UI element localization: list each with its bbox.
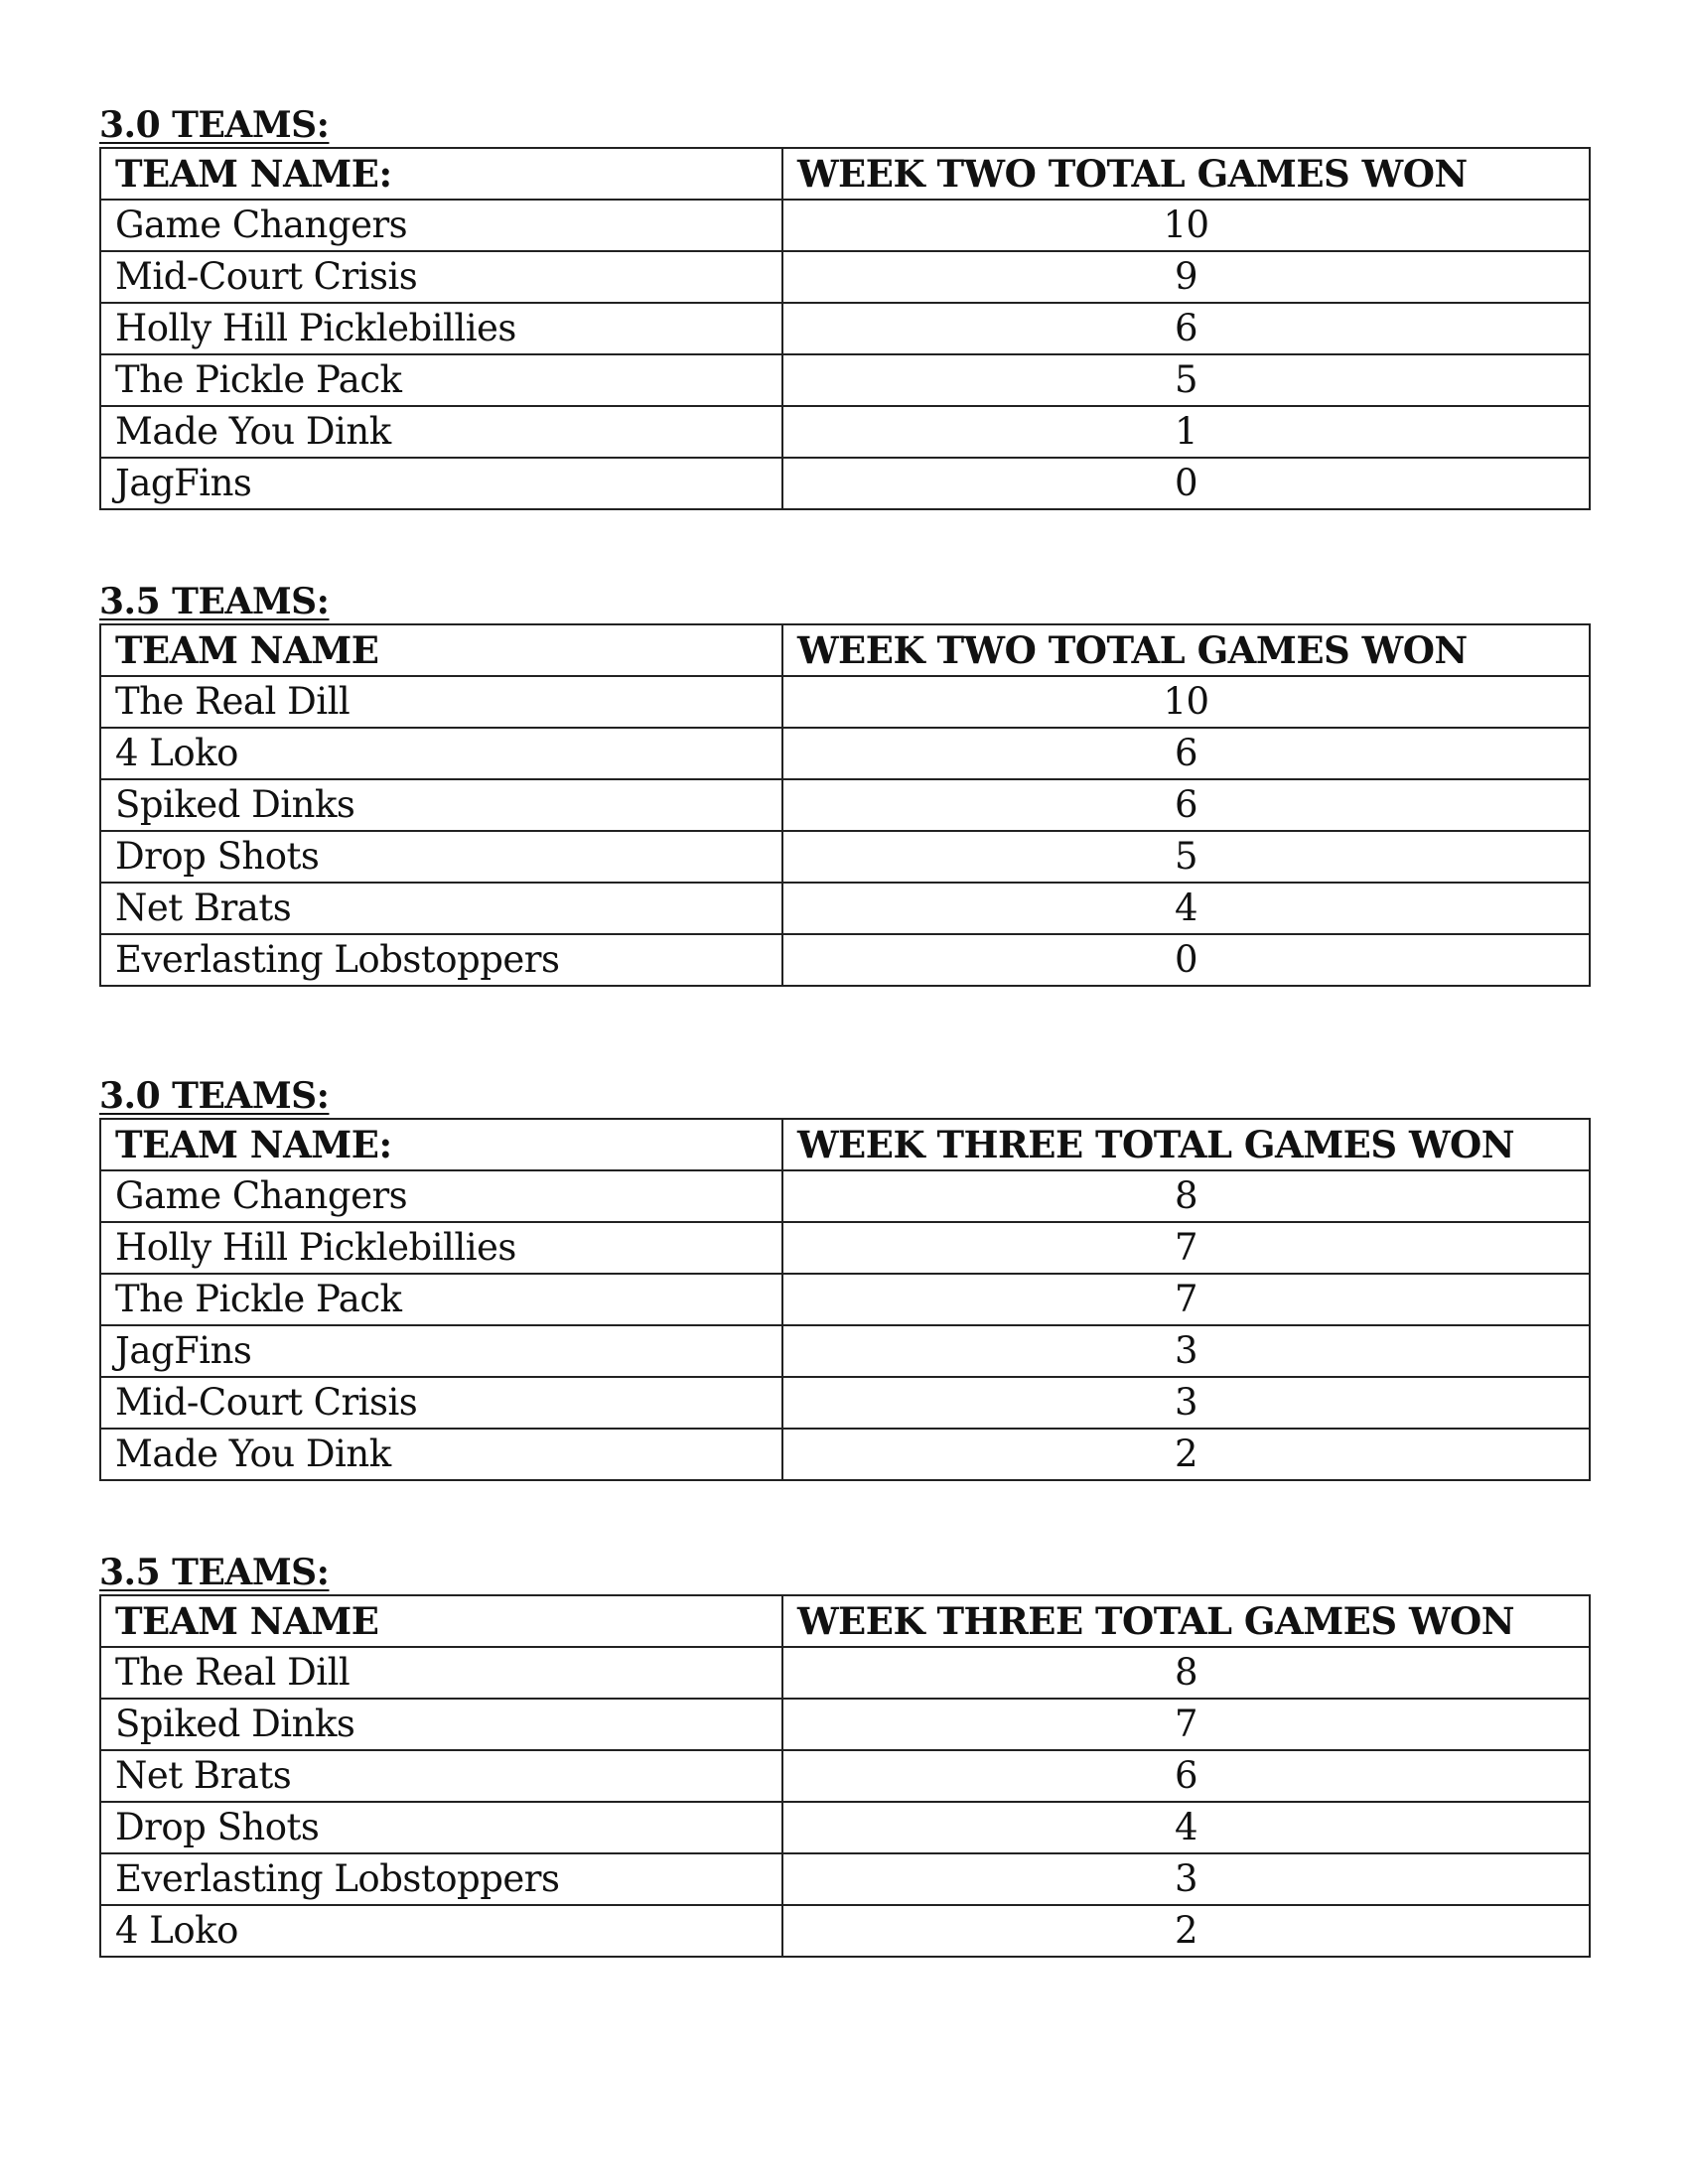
team-name-header: TEAM NAME: <box>100 1119 782 1170</box>
table-row <box>100 251 1590 303</box>
section-title: 3.5 TEAMS: <box>99 1552 330 1593</box>
games-won-header: WEEK TWO TOTAL GAMES WON <box>782 148 1590 200</box>
team-name-cell: Game Changers <box>100 1170 782 1222</box>
games-won-cell: 6 <box>782 1750 1590 1802</box>
team-name-header: TEAM NAME <box>100 1595 782 1647</box>
games-won-cell: 7 <box>782 1222 1590 1274</box>
team-name-cell: The Real Dill <box>100 676 782 728</box>
table-row <box>100 1325 1590 1377</box>
games-won-cell: 8 <box>782 1170 1590 1222</box>
team-name-cell: Drop Shots <box>100 1802 782 1853</box>
table-row <box>100 831 1590 883</box>
standings-table <box>99 623 1591 987</box>
games-won-cell: 5 <box>782 354 1590 406</box>
section-week-two-3-0 <box>99 103 1589 510</box>
games-won-cell: 9 <box>782 251 1590 303</box>
section-title: 3.0 TEAMS: <box>99 1075 330 1117</box>
table-row <box>100 1274 1590 1325</box>
games-won-cell: 3 <box>782 1377 1590 1429</box>
table-row <box>100 728 1590 779</box>
team-name-cell: The Pickle Pack <box>100 354 782 406</box>
section-week-three-3-5 <box>99 1551 1589 1958</box>
standings-table <box>99 147 1591 510</box>
games-won-cell: 4 <box>782 883 1590 934</box>
team-name-cell: Holly Hill Picklebillies <box>100 1222 782 1274</box>
team-name-cell: Mid-Court Crisis <box>100 1377 782 1429</box>
table-row <box>100 779 1590 831</box>
games-won-header: WEEK THREE TOTAL GAMES WON <box>782 1119 1590 1170</box>
team-name-cell: 4 Loko <box>100 728 782 779</box>
table-row <box>100 676 1590 728</box>
team-name-cell: The Pickle Pack <box>100 1274 782 1325</box>
team-name-cell: JagFins <box>100 458 782 509</box>
team-name-cell: Made You Dink <box>100 1429 782 1480</box>
section-title: 3.0 TEAMS: <box>99 104 330 146</box>
games-won-cell: 6 <box>782 303 1590 354</box>
team-name-cell: JagFins <box>100 1325 782 1377</box>
table-row <box>100 354 1590 406</box>
table-row <box>100 1802 1590 1853</box>
table-header-row <box>100 624 1590 676</box>
section-week-three-3-0 <box>99 1074 1589 1481</box>
games-won-header: WEEK TWO TOTAL GAMES WON <box>782 624 1590 676</box>
team-name-cell: Game Changers <box>100 200 782 251</box>
table-row <box>100 883 1590 934</box>
table-header-row <box>100 1119 1590 1170</box>
games-won-cell: 3 <box>782 1853 1590 1905</box>
games-won-cell: 10 <box>782 200 1590 251</box>
games-won-cell: 6 <box>782 728 1590 779</box>
games-won-cell: 10 <box>782 676 1590 728</box>
games-won-cell: 6 <box>782 779 1590 831</box>
team-name-cell: Holly Hill Picklebillies <box>100 303 782 354</box>
table-row <box>100 458 1590 509</box>
table-row <box>100 406 1590 458</box>
team-name-cell: Net Brats <box>100 1750 782 1802</box>
table-row <box>100 1699 1590 1750</box>
team-name-cell: Drop Shots <box>100 831 782 883</box>
games-won-cell: 2 <box>782 1429 1590 1480</box>
games-won-cell: 3 <box>782 1325 1590 1377</box>
team-name-cell: The Real Dill <box>100 1647 782 1699</box>
table-row <box>100 303 1590 354</box>
standings-table <box>99 1594 1591 1958</box>
table-header-row <box>100 1595 1590 1647</box>
team-name-cell: Everlasting Lobstoppers <box>100 1853 782 1905</box>
team-name-cell: Made You Dink <box>100 406 782 458</box>
table-row <box>100 1377 1590 1429</box>
table-header-row <box>100 148 1590 200</box>
games-won-cell: 8 <box>782 1647 1590 1699</box>
table-row <box>100 1170 1590 1222</box>
table-row <box>100 1647 1590 1699</box>
table-row <box>100 1853 1590 1905</box>
team-name-cell: Mid-Court Crisis <box>100 251 782 303</box>
games-won-cell: 0 <box>782 458 1590 509</box>
games-won-cell: 7 <box>782 1699 1590 1750</box>
table-row <box>100 1222 1590 1274</box>
section-week-two-3-5 <box>99 580 1589 987</box>
games-won-cell: 7 <box>782 1274 1590 1325</box>
team-name-cell: Spiked Dinks <box>100 779 782 831</box>
team-name-cell: Everlasting Lobstoppers <box>100 934 782 986</box>
games-won-cell: 2 <box>782 1905 1590 1957</box>
table-row <box>100 1750 1590 1802</box>
team-name-cell: Net Brats <box>100 883 782 934</box>
team-name-cell: 4 Loko <box>100 1905 782 1957</box>
games-won-cell: 0 <box>782 934 1590 986</box>
games-won-cell: 5 <box>782 831 1590 883</box>
section-title: 3.5 TEAMS: <box>99 581 330 622</box>
games-won-cell: 1 <box>782 406 1590 458</box>
games-won-header: WEEK THREE TOTAL GAMES WON <box>782 1595 1590 1647</box>
team-name-header: TEAM NAME: <box>100 148 782 200</box>
table-row <box>100 200 1590 251</box>
team-name-header: TEAM NAME <box>100 624 782 676</box>
games-won-cell: 4 <box>782 1802 1590 1853</box>
table-row <box>100 934 1590 986</box>
table-row <box>100 1429 1590 1480</box>
standings-table <box>99 1118 1591 1481</box>
team-name-cell: Spiked Dinks <box>100 1699 782 1750</box>
table-row <box>100 1905 1590 1957</box>
